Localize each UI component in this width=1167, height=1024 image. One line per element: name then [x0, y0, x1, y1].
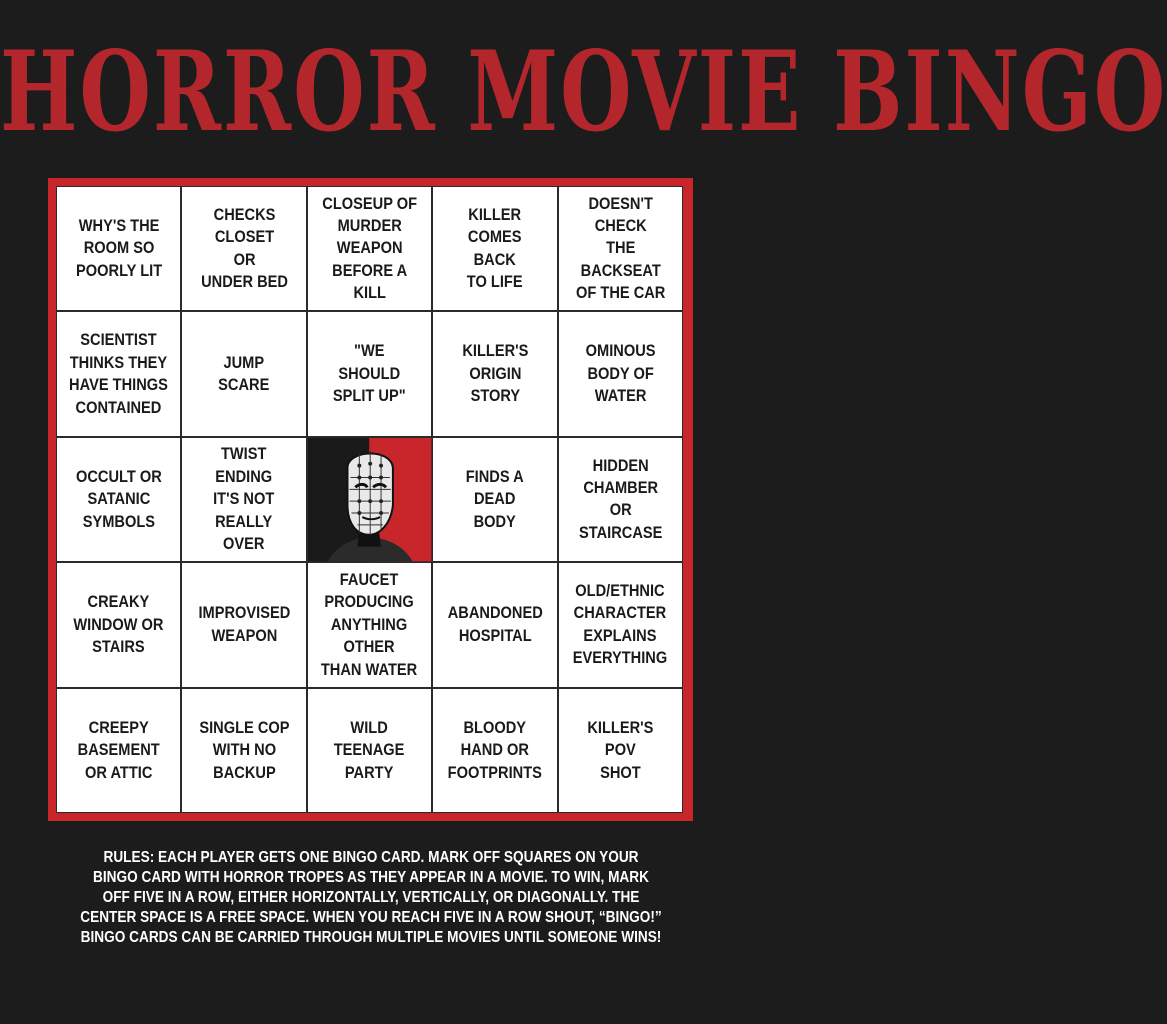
bingo-square-label: KILLER'S ORIGIN STORY: [461, 341, 528, 406]
bingo-square-label: FINDS A DEAD BODY: [465, 466, 524, 531]
bingo-board: [48, 178, 693, 821]
bingo-square[interactable]: [307, 688, 432, 813]
bingo-square-label: OCCULT OR SATANIC SYMBOLS: [75, 466, 162, 531]
bingo-square[interactable]: [432, 562, 557, 687]
bingo-square-label: BLOODY HAND OR FOOTPRINTS: [447, 717, 543, 782]
bingo-square[interactable]: [56, 562, 181, 687]
bingo-square[interactable]: [181, 688, 306, 813]
bingo-square-label: SINGLE COP WITH NO BACKUP: [198, 717, 290, 782]
bingo-square-label: KILLER'S POV SHOT: [587, 717, 654, 782]
bingo-square[interactable]: [181, 311, 306, 436]
bingo-square[interactable]: [558, 562, 683, 687]
bingo-square[interactable]: [181, 437, 306, 562]
bingo-square[interactable]: [56, 311, 181, 436]
bingo-square-label: TWIST ENDING IT'S NOT REALLY OVER: [213, 444, 275, 554]
bingo-square-label: WHY'S THE ROOM SO POORLY LIT: [75, 216, 162, 280]
bingo-square[interactable]: [56, 437, 181, 562]
pinhead-illustration-icon: [308, 438, 431, 561]
bingo-square-label: DOESN'T CHECK THE BACKSEAT OF THE CAR: [575, 193, 665, 303]
bingo-square[interactable]: [432, 186, 557, 311]
bingo-square-label: OMINOUS BODY OF WATER: [585, 341, 656, 406]
bingo-square-label: WILD TEENAGE PARTY: [334, 717, 405, 782]
bingo-square-label: CHECKS CLOSET OR UNDER BED: [200, 204, 288, 292]
bingo-square[interactable]: [307, 311, 432, 436]
bingo-square-label: IMPROVISED WEAPON: [198, 603, 290, 645]
bingo-square-label: FAUCET PRODUCING ANYTHING OTHER THAN WATER: [321, 569, 418, 679]
bingo-square-label: HIDDEN CHAMBER OR STAIRCASE: [578, 455, 662, 542]
bingo-square[interactable]: [558, 437, 683, 562]
bingo-square-label: OLD/ETHNIC CHARACTER EXPLAINS EVERYTHING: [573, 581, 668, 668]
bingo-square[interactable]: [558, 688, 683, 813]
bingo-square-label: CREAKY WINDOW OR STAIRS: [73, 592, 164, 657]
bingo-square[interactable]: [558, 311, 683, 436]
bingo-square[interactable]: [432, 437, 557, 562]
free-space[interactable]: [307, 437, 432, 562]
rules-text: [40, 848, 702, 948]
bingo-square[interactable]: [181, 186, 306, 311]
bingo-square-label: CLOSEUP OF MURDER WEAPON BEFORE A KILL: [322, 193, 417, 303]
bingo-square[interactable]: [181, 562, 306, 687]
bingo-square[interactable]: [307, 186, 432, 311]
bingo-square[interactable]: [56, 186, 181, 311]
bingo-square-label: ABANDONED HOSPITAL: [447, 603, 543, 645]
bingo-square[interactable]: [432, 311, 557, 436]
bingo-square[interactable]: [558, 186, 683, 311]
page-title: HORROR MOVIE BINGO: [0, 27, 1167, 157]
bingo-square-label: JUMP SCARE: [218, 352, 270, 395]
bingo-square[interactable]: [307, 562, 432, 687]
bingo-square[interactable]: [56, 688, 181, 813]
rules-label: RULES: EACH PLAYER GETS ONE BINGO CARD. MARK OFF SQUARES ON YOUR BINGO CARD WITH HORROR TROPES AS THEY APPEAR IN A MOVIE. TO WIN, MARK OFF FIVE IN A ROW, EITHER HORIZONTALLY, VERTICALLY, OR DIAGONALLY. THE CENTER SPACE IS A FREE SPACE. WHEN YOU REACH FIVE IN A ROW SHOUT, “BINGO!” BINGO CARDS CAN BE CARRIED THROUGH MULTIPLE MOVIES UNTIL SOMEONE WINS!: [80, 849, 662, 946]
bingo-square-label: CREEPY BASEMENT OR ATTIC: [77, 717, 160, 782]
bingo-square-label: KILLER COMES BACK TO LIFE: [466, 204, 523, 292]
bingo-square[interactable]: [432, 688, 557, 813]
bingo-square-label: SCIENTIST THINKS THEY HAVE THINGS CONTAINED: [69, 330, 169, 417]
bingo-square-label: "WE SHOULD SPLIT UP": [333, 341, 406, 406]
bingo-card: [56, 186, 683, 813]
